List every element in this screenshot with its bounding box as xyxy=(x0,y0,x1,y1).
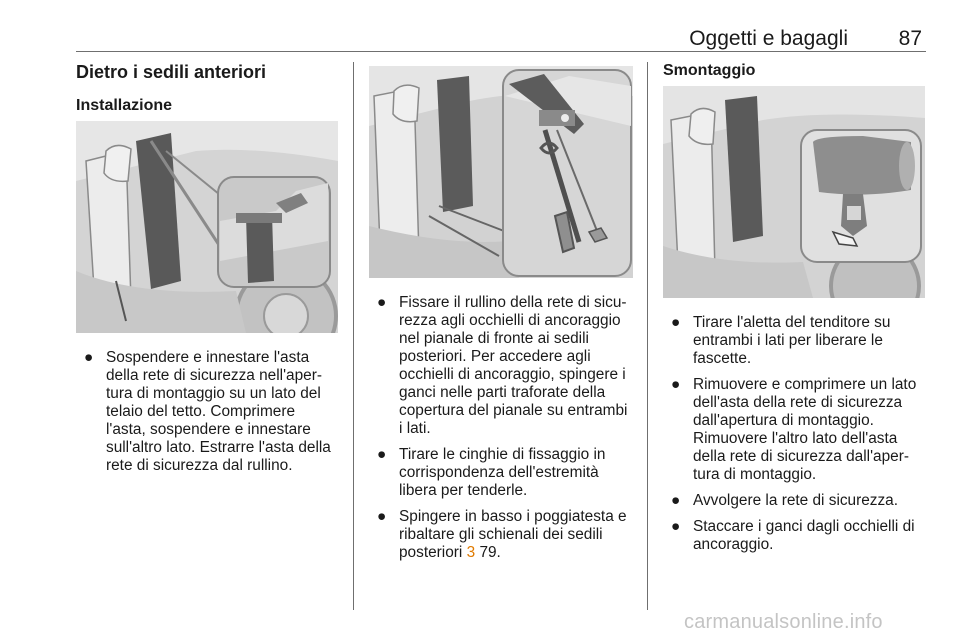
column-installation xyxy=(76,62,338,483)
bullet-icon: ● xyxy=(671,518,681,535)
subsection-title-installation: Installazione xyxy=(76,97,173,114)
installation-illustration xyxy=(76,121,338,333)
list-item-text: Staccare i ganci dagli occhielli di ancoraggio. xyxy=(693,518,915,553)
column-fixing xyxy=(369,62,633,570)
list-item xyxy=(663,314,925,368)
list-item xyxy=(76,349,338,475)
bullet-icon: ● xyxy=(671,314,681,331)
list-item xyxy=(663,518,925,554)
list-item-text: Tirare le cinghie di fissaggio in corrispondenza dell'estremità libera per tenderle. xyxy=(399,446,606,499)
list-item-text: Sospendere e innestare l'asta della rete di sicurezza nell'apertura di montaggio su un lato del telaio del tetto. Comprimere l'asta, sospendere e innestare sull'altro lato. Estrarre l'asta della rete di sicurezza dal rullino. xyxy=(106,349,331,474)
list-item xyxy=(369,294,633,438)
list-item-text: Spingere in basso i poggiatesta e ribaltare gli schienali dei sedili posteriori xyxy=(399,508,627,561)
list-item xyxy=(663,376,925,484)
page-reference-link[interactable]: 79. xyxy=(479,544,501,561)
list-item-text: Rimuovere e comprimere un lato dell'asta della rete di sicurezza dall'apertura di montaggio. Rimuovere l'altro lato dell'asta della rete di sicurezza dall'apertura di montaggio. xyxy=(693,376,917,483)
list-item-text: Tirare l'aletta del tenditore su entrambi i lati per liberare le fascette. xyxy=(693,314,891,367)
list-item xyxy=(369,508,633,562)
bullet-icon: ● xyxy=(377,294,387,311)
bullet-icon: ● xyxy=(377,508,387,525)
bullet-icon: ● xyxy=(84,349,94,366)
column-divider-1 xyxy=(353,62,354,610)
page-header xyxy=(76,0,926,52)
column-divider-2 xyxy=(647,62,648,610)
page-number: 87 xyxy=(898,27,922,50)
subsection-title-removal: Smontaggio xyxy=(663,62,756,79)
watermark: carmanualsonline.info xyxy=(684,611,883,633)
list-item-text: Avvolgere la rete di sicurezza. xyxy=(693,492,899,509)
fixing-illustration xyxy=(369,66,633,278)
header-rule xyxy=(76,51,926,52)
list-item xyxy=(369,446,633,500)
arrow-ref-icon: 3 xyxy=(466,544,476,561)
page-header-title: Oggetti e bagagli xyxy=(689,27,848,50)
removal-illustration xyxy=(663,86,925,298)
list-item xyxy=(663,492,925,510)
column-removal xyxy=(663,62,925,562)
bullet-icon: ● xyxy=(377,446,387,463)
bullet-icon: ● xyxy=(671,376,681,393)
list-item-text: Fissare il rullino della rete di sicurezza agli occhielli di ancoraggio nel pianale di fronte ai sedili posteriori. Per accedere agli occhielli di ancoraggio, spingere i ganci nelle parti traforate della copertura del pianale su entrambi i lati. xyxy=(399,294,628,437)
section-title: Dietro i sedili anteriori xyxy=(76,62,267,82)
bullet-icon: ● xyxy=(671,492,681,509)
